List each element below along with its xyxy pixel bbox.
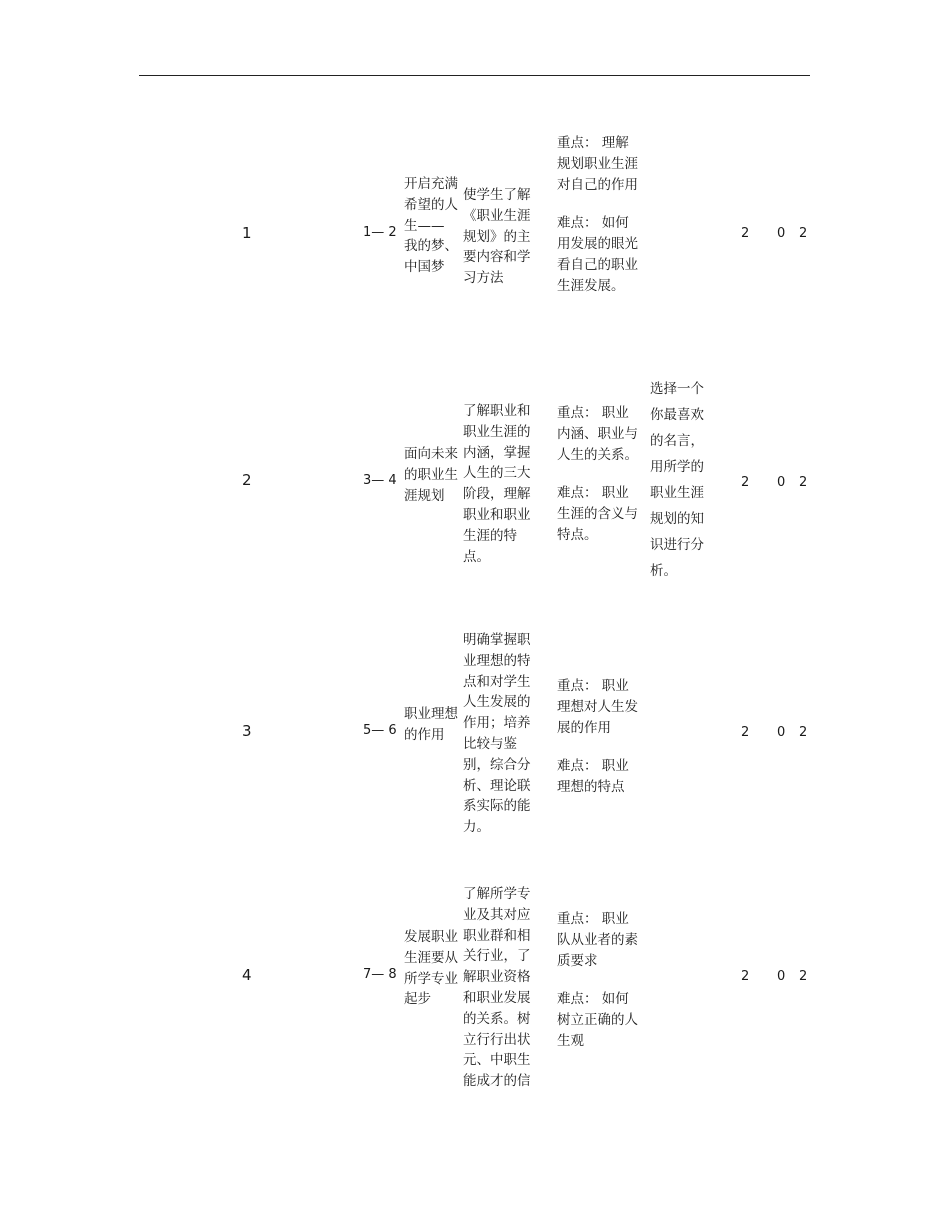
difficulty-text: 难点： 如何树立正确的人生观 (557, 991, 638, 1049)
row-title: 职业理想的作用 (404, 706, 458, 743)
row-key-points (557, 133, 639, 297)
hours-practice: 0 (777, 475, 786, 490)
row-number: 2 (242, 471, 252, 489)
hours-total: 2 (741, 969, 750, 984)
row-key-points (557, 676, 639, 798)
row-goal: 使学生了解《职业生涯规划》的主要内容和学习方法 (463, 187, 531, 287)
row-weeks: 3— 4 (363, 473, 397, 488)
key-point-text: 重点： 理解规划职业生涯对自己的作用 (557, 135, 638, 193)
key-point-text: 重点： 职业队从业者的素质要求 (557, 911, 638, 969)
difficulty-text: 难点： 职业理想的特点 (557, 758, 629, 796)
hours-theory: 2 (799, 969, 808, 984)
table-row (0, 628, 950, 843)
header-rule (139, 75, 810, 76)
row-number: 3 (242, 722, 252, 740)
difficulty-text: 难点： 职业生涯的含义与特点。 (557, 485, 638, 543)
row-weeks: 5— 6 (363, 723, 397, 738)
hours-total: 2 (741, 226, 750, 241)
row-key-points (557, 909, 639, 1052)
row-weeks: 7— 8 (363, 967, 397, 982)
row-number: 4 (242, 966, 252, 984)
row-number: 1 (242, 224, 252, 242)
hours-theory: 2 (799, 725, 808, 740)
row-key-points (557, 403, 639, 546)
row-goal: 了解职业和职业生涯的内涵，掌握人生的三大阶段，理解职业和职业生涯的特点。 (463, 403, 531, 565)
difficulty-text: 难点： 如何用发展的眼光看自己的职业生涯发展。 (557, 215, 638, 294)
row-goal: 明确掌握职业理想的特点和对学生人生发展的作用；培养比较与鉴别，综合分析、理论联系实际的能力。 (463, 632, 531, 836)
hours-practice: 0 (777, 226, 786, 241)
table-row (0, 882, 950, 1097)
table-row (0, 378, 950, 588)
hours-practice: 0 (777, 725, 786, 740)
row-title: 面向未来的职业生涯规划 (404, 446, 458, 504)
row-title: 发展职业生涯要从所学专业起步 (404, 929, 458, 1008)
hours-theory: 2 (799, 226, 808, 241)
key-point-text: 重点： 职业内涵、职业与人生的关系。 (557, 405, 638, 463)
key-point-text: 重点： 职业理想对人生发展的作用 (557, 678, 638, 736)
row-goal: 了解所学专业及其对应职业群和相关行业，了解职业资格和职业发展的关系。树立行行出状元、中职生能成才的信 (463, 886, 531, 1090)
hours-theory: 2 (799, 475, 808, 490)
table-row (0, 130, 950, 342)
hours-total: 2 (741, 475, 750, 490)
row-activity: 选择一个你最喜欢的名言，用所学的职业生涯规划的知识进行分析。 (650, 381, 704, 579)
hours-total: 2 (741, 725, 750, 740)
row-title: 开启充满希望的人生—— 我的梦、中国梦 (404, 176, 458, 276)
hours-practice: 0 (777, 969, 786, 984)
row-weeks: 1— 2 (363, 225, 397, 240)
